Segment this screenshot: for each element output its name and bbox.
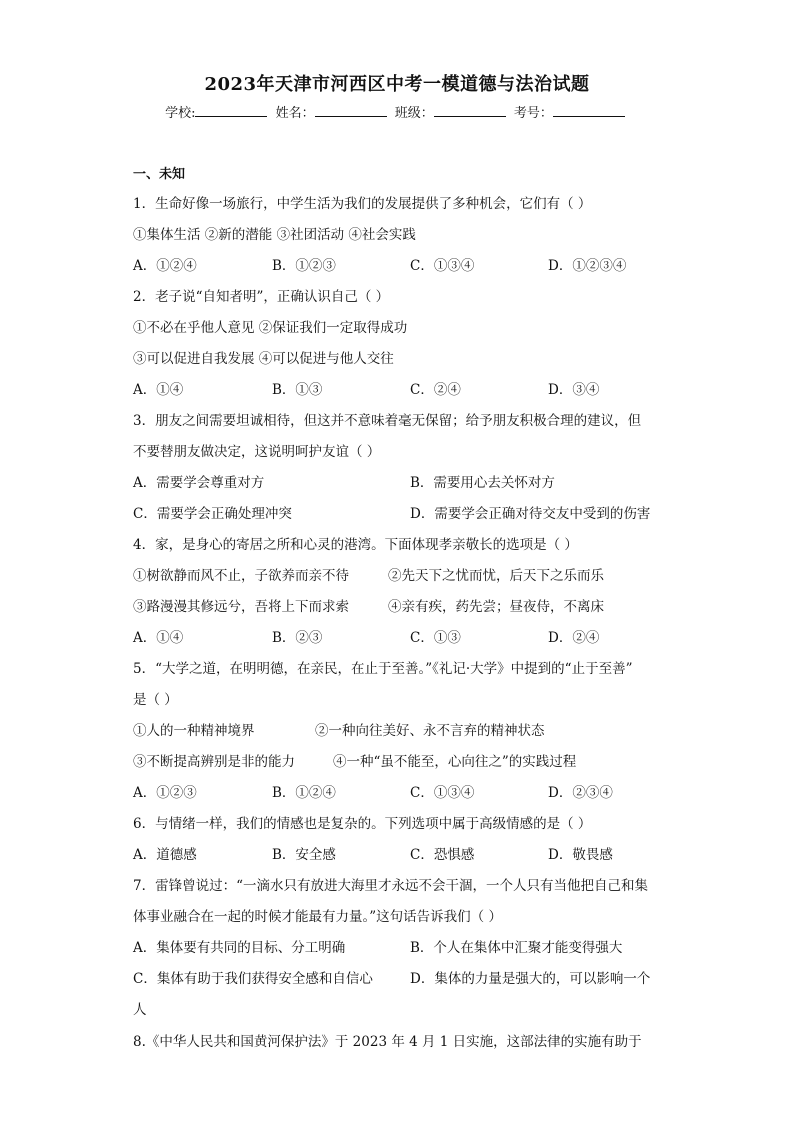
question-4-item-4: ④亲有疾，药先尝；昼夜侍，不离床 xyxy=(388,599,604,615)
question-3-stem-1: 3．朋友之间需要坦诚相待，但这并不意味着毫无保留；给予朋友积极合理的建议，但 xyxy=(133,413,642,429)
question-6-option-d[interactable]: D．敬畏感 xyxy=(548,847,613,863)
question-3-option-b[interactable]: B．需要用心去关怀对方 xyxy=(410,475,555,491)
question-7-stem-1: 7．雷锋曾说过：“一滴水只有放进大海里才永远不会干涸，一个人只有当他把自己和集 xyxy=(133,878,648,894)
question-2-option-a[interactable]: A．①④ xyxy=(133,382,184,398)
question-1-stem: 1．生命好像一场旅行，中学生活为我们的发展提供了多种机会，它们有（ ） xyxy=(133,196,592,212)
question-5-option-a[interactable]: A．①②③ xyxy=(133,785,197,801)
question-5-item-3: ③不断提高辨别是非的能力 xyxy=(133,754,295,770)
question-2-option-b[interactable]: B．①③ xyxy=(272,382,323,398)
question-3-option-a[interactable]: A．需要学会尊重对方 xyxy=(133,475,265,491)
question-5-option-b[interactable]: B．①②④ xyxy=(272,785,336,801)
class-blank[interactable] xyxy=(434,104,506,117)
question-5-stem-1: 5．“大学之道，在明明德，在亲民，在止于至善。”《礼记·大学》中提到的“止于至善” xyxy=(133,661,633,677)
question-1-option-a[interactable]: A．①②④ xyxy=(133,258,197,274)
question-6-option-c[interactable]: C．恐惧感 xyxy=(410,847,475,863)
question-6-option-b[interactable]: B．安全感 xyxy=(272,847,336,863)
question-7-option-d[interactable]: D．集体的力量是强大的，可以影响一个 xyxy=(410,971,651,987)
question-7-stem-2: 体事业融合在一起的时候才能最有力量。”这句话告诉我们（ ） xyxy=(133,909,502,925)
question-6-stem: 6．与情绪一样，我们的情感也是复杂的。下列选项中属于高级情感的是（ ） xyxy=(133,816,592,832)
question-5-item-1: ①人的一种精神境界 xyxy=(133,723,255,739)
question-2-items-2: ③可以促进自我发展 ④可以促进与他人交往 xyxy=(133,351,394,367)
class-label: 班级： xyxy=(394,106,434,121)
question-2-items-1: ①不必在乎他人意见 ②保证我们一定取得成功 xyxy=(133,320,408,336)
question-4-stem: 4．家，是身心的寄居之所和心灵的港湾。下面体现孝亲敬长的选项是（ ） xyxy=(133,537,578,553)
question-1-option-b[interactable]: B．①②③ xyxy=(272,258,336,274)
question-4-option-a[interactable]: A．①④ xyxy=(133,630,184,646)
number-blank[interactable] xyxy=(553,104,625,117)
question-5-item-4: ④一种“虽不能至，心向往之”的实践过程 xyxy=(333,754,577,770)
question-3-option-d[interactable]: D．需要学会正确对待交友中受到的伤害 xyxy=(410,506,651,522)
student-info-row xyxy=(0,102,794,121)
question-1-option-c[interactable]: C．①③④ xyxy=(410,258,475,274)
question-7-option-b[interactable]: B．个人在集体中汇聚才能变得强大 xyxy=(410,940,623,956)
question-1-items: ①集体生活 ②新的潜能 ③社团活动 ④社会实践 xyxy=(133,227,416,243)
question-4-option-d[interactable]: D．②④ xyxy=(548,630,600,646)
question-4-option-b[interactable]: B．②③ xyxy=(272,630,323,646)
question-5-stem-2: 是（ ） xyxy=(133,692,178,708)
school-blank[interactable] xyxy=(195,104,267,117)
page-title: 2023年天津市河西区中考一模道德与法治试题 xyxy=(204,74,590,95)
question-7-option-a[interactable]: A．集体要有共同的目标、分工明确 xyxy=(133,940,346,956)
question-6-option-a[interactable]: A．道德感 xyxy=(133,847,197,863)
question-1-option-d[interactable]: D．①②③④ xyxy=(548,258,627,274)
question-4-item-2: ②先天下之忧而忧，后天下之乐而乐 xyxy=(388,568,604,584)
question-7-option-d-continued: 人 xyxy=(133,1002,147,1018)
question-3-option-c[interactable]: C．需要学会正确处理冲突 xyxy=(133,506,292,522)
question-7-option-c[interactable]: C．集体有助于我们获得安全感和自信心 xyxy=(133,971,373,987)
number-label: 考号： xyxy=(513,106,553,121)
question-5-option-d[interactable]: D．②③④ xyxy=(548,785,613,801)
name-blank[interactable] xyxy=(315,104,387,117)
name-label: 姓名： xyxy=(275,106,315,121)
question-2-option-d[interactable]: D．③④ xyxy=(548,382,600,398)
question-3-stem-2: 不要替朋友做决定，这说明呵护友谊（ ） xyxy=(133,444,381,460)
question-4-item-3: ③路漫漫其修远兮，吾将上下而求索 xyxy=(133,599,349,615)
school-label: 学校: xyxy=(165,106,196,121)
question-8-stem: 8.《中华人民共和国黄河保护法》于 2023 年 4 月 1 日实施，这部法律的实施有助于 xyxy=(133,1034,642,1050)
question-5-item-2: ②一种向往美好、永不言弃的精神状态 xyxy=(315,723,545,739)
question-4-item-1: ①树欲静而风不止，子欲养而亲不待 xyxy=(133,568,349,584)
question-2-option-c[interactable]: C．②④ xyxy=(410,382,461,398)
question-2-stem: 2．老子说“自知者明”，正确认识自己（ ） xyxy=(133,289,390,305)
section-heading: 一、未知 xyxy=(133,167,186,182)
question-4-option-c[interactable]: C．①③ xyxy=(410,630,461,646)
question-5-option-c[interactable]: C．①③④ xyxy=(410,785,475,801)
